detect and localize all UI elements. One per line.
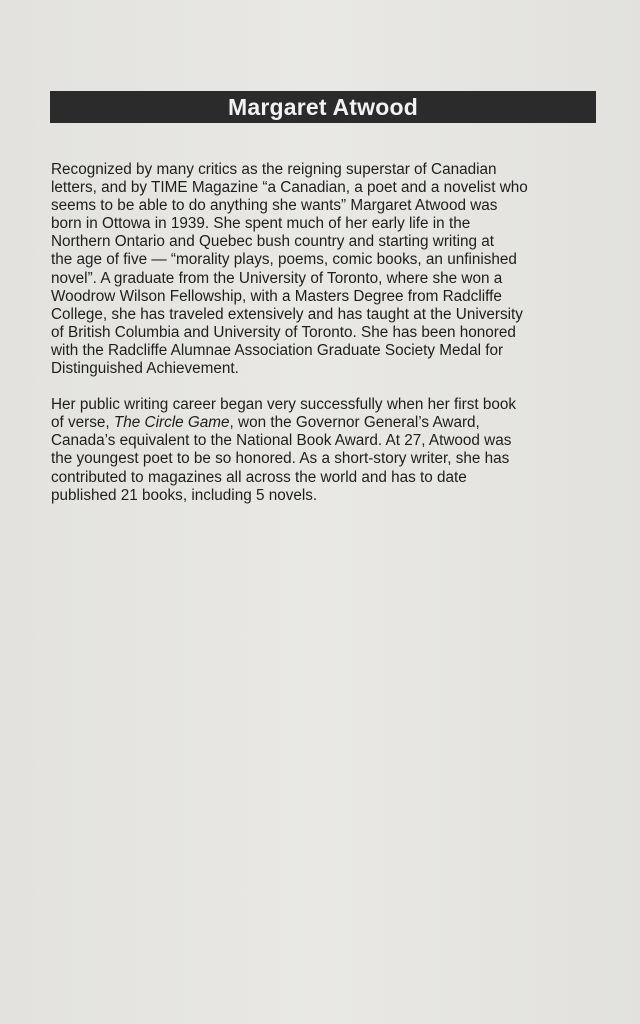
text-line: Her public writing career began very successfully when her first book: [51, 396, 517, 414]
text-line: [51, 414, 599, 432]
text-line: College, she has traveled extensively and has taught at the University: [51, 305, 523, 323]
text-line: Distinguished Achievement.: [51, 360, 239, 378]
text-line: the youngest poet to be so honored. As a short-story writer, she has: [51, 450, 510, 468]
text-line: of British Columbia and University of Toronto. She has been honored: [51, 323, 516, 341]
text-line: published 21 books, including 5 novels.: [51, 486, 318, 504]
text-line: Woodrow Wilson Fellowship, with a Masters Degree from Radcliffe: [51, 287, 502, 305]
title-banner: [50, 91, 596, 123]
text-line: seems to be able to do anything she wants” Margaret Atwood was: [51, 197, 498, 215]
text-line: Northern Ontario and Quebec bush country and starting writing at: [51, 233, 495, 251]
text-line: Recognized by many critics as the reigning superstar of Canadian: [51, 161, 497, 178]
bio-paragraph-2: [51, 396, 599, 505]
text-line: novel”. A graduate from the University of Toronto, where she won a: [51, 269, 503, 287]
text-fragment: of verse,: [51, 414, 114, 432]
text-line: born in Ottowa in 1939. She spent much of her early life in the: [51, 215, 471, 233]
text-line: Canada’s equivalent to the National Book Award. At 27, Atwood was: [51, 432, 512, 450]
biography-text: [51, 161, 599, 523]
page-title: Margaret Atwood: [228, 93, 418, 120]
text-fragment: , won the Governor General’s Award,: [229, 414, 480, 432]
text-line: letters, and by TIME Magazine “a Canadian, a poet and a novelist who: [51, 179, 528, 197]
bio-paragraph-1: [51, 161, 599, 378]
text-line: with the Radcliffe Alumnae Association Graduate Society Medal for: [51, 341, 504, 359]
text-line: contributed to magazines all across the world and has to date: [51, 468, 467, 486]
book-title: The Circle Game: [113, 414, 230, 432]
text-line: the age of five — “morality plays, poems, comic books, an unfinished: [51, 251, 517, 269]
